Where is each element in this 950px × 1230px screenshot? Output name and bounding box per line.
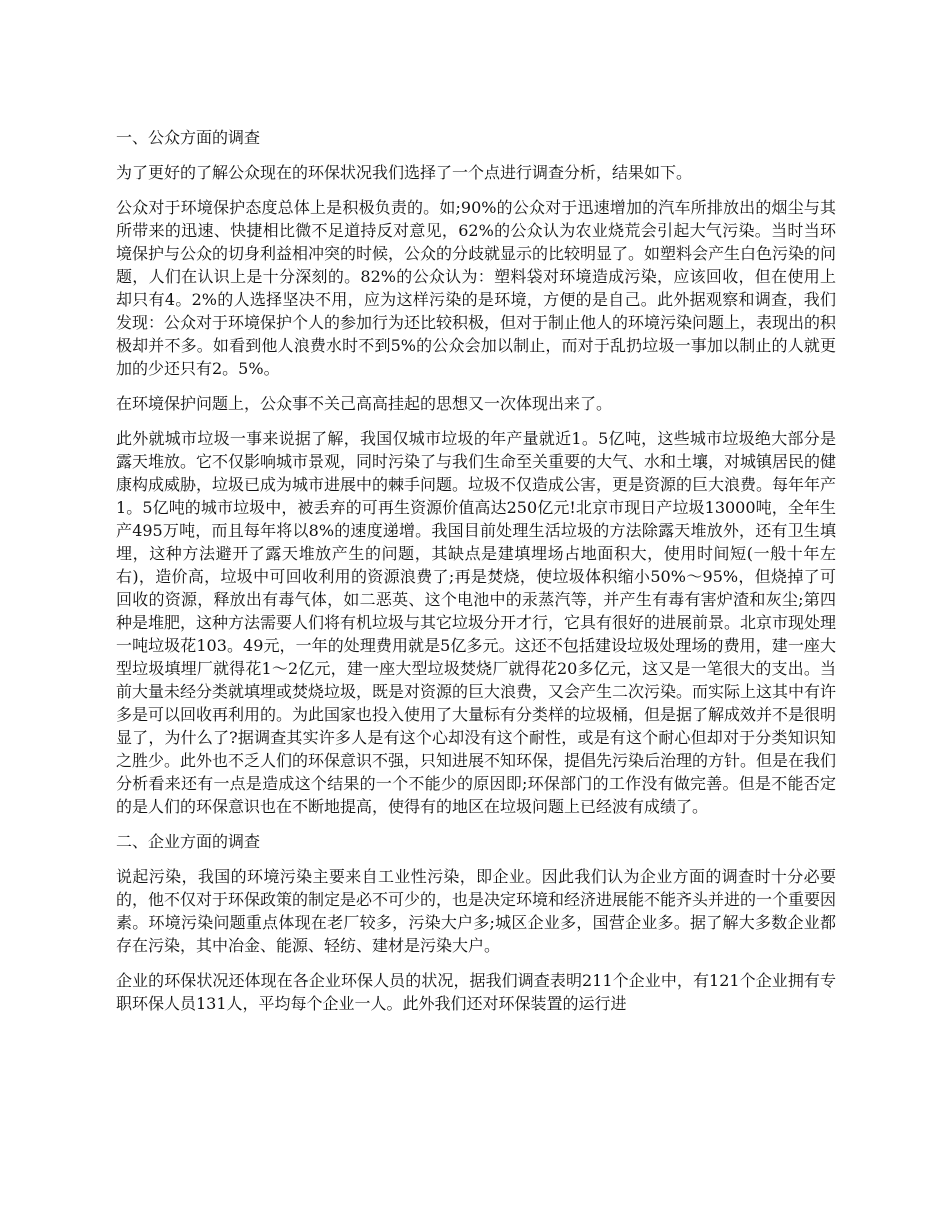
paragraph-intro: 为了更好的了解公众现在的环保状况我们选择了一个点进行调查分析，结果如下。 [116,163,693,182]
paragraph-urban-garbage: 此外就城市垃圾一事来说据了解，我国仅城市垃圾的年产量就近1。5亿吨，这些城市垃圾绝大部分是露天堆放。它不仅影响城市景观，同时污染了与我们生命至关重要的大气、水和土壤，对城镇居民的健康构成威胁，垃圾已成为城市进展中的棘手问题。垃圾不仅造成公害，更是资源的巨大浪费。每年年产1。5亿吨的城市垃圾中，被丢弃的可再生资源价值高达250亿元!北京市现日产垃圾13000吨，全年生产495万吨，而且每年将以8%的速度递增。我国目前处理生活垃圾的方法除露天堆放外，还有卫生填埋，这种方法避开了露天堆放产生的问题，其缺点是建填埋场占地面积大，使用时间短(一般十年左右)，造价高，垃圾中可回收利用的资源浪费了;再是焚烧，使垃圾体积缩小50%～95%，但烧掉了可回收的资源，释放出有毒气体，如二恶英、这个电池中的汞蒸汽等，并产生有毒有害炉渣和灰尘;第四种是堆肥，这种方法需要人们将有机垃圾与其它垃圾分开才行，它具有很好的进展前景。北京市现处理一吨垃圾花103。49元，一年的处理费用就是5亿多元。这还不包括建设垃圾处理场的费用，建一座大型垃圾填埋厂就得花1～2亿元，建一座大型垃圾焚烧厂就得花20多亿元，这又是一笔很大的支出。当前大量未经分类就填埋或焚烧垃圾，既是对资源的巨大浪费，又会产生二次污染。而实际上这其中有许多是可以回收再利用的。为此国家也投入使用了大量标有分类样的垃圾桶，但是据了解成效并不是很明显了，为什么了?据调查其实许多人是有这个心却没有这个耐性，或是有这个耐心但却对于分类知识知之胜少。此外也不乏人们的环保意识不强，只知进展不知环保，提倡先污染后治理的方针。但是在我们分析看来还有一点是造成这个结果的一个不能少的原因即;环保部门的工作没有做完善。但是不能否定的是人们的环保意识也在不断地提高，使得有的地区在垃圾问题上已经波有成绩了。 [116,429,837,816]
paragraph-enterprise-staff: 企业的环保状况还体现在各企业环保人员的状况，据我们调查表明211个企业中，有121个企业拥有专职环保人员131人，平均每个企业一人。此外我们还对环保装置的运行进 [116,971,836,1013]
paragraph-industrial-pollution: 说起污染，我国的环境污染主要来自工业性污染，即企业。因此我们认为企业方面的调查时十分必要的，他不仅对于环保政策的制定是必不可少的，也是决定环境和经济进展能不能齐头并进的一个重要因素。环境污染问题重点体现在老厂较多，污染大户多;城区企业多，国营企业多。据了解大多数企业都存在污染，其中冶金、能源、轻纺、建材是污染大户。 [116,867,837,955]
section-heading-enterprise-survey: 二、企业方面的调查 [116,832,261,851]
section-heading-public-survey: 一、公众方面的调查 [116,128,261,147]
paragraph-indifference: 在环境保护问题上，公众事不关己高高挂起的思想又一次体现出来了。 [116,394,613,413]
paragraph-public-attitude: 公众对于环境保护态度总体上是积极负责的。如;90%的公众对于迅速增加的汽车所排放出的烟尘与其所带来的迅速、快捷相比微不足道持反对意见，62%的公众认为农业烧荒会引起大气污染。当时当环境保护与公众的切身利益相冲突的时候，公众的分歧就显示的比较明显了。如塑料会产生白色污染的问题，人们在认识上是十分深刻的。82%的公众认为：塑料袋对环境造成污染，应该回收，但在使用上却只有4。2%的人选择坚决不用，应为这样污染的是环境，方便的是自己。此外据观察和调查，我们发现：公众对于环境保护个人的参加行为还比较积极，但对于制止他人的环境污染问题上，表现出的积极却并不多。如看到他人浪费水时不到5%的公众会加以制止，而对于乱扔垃圾一事加以制止的人就更加的少还只有2。5%。 [116,198,837,378]
document-page [116,126,836,1027]
